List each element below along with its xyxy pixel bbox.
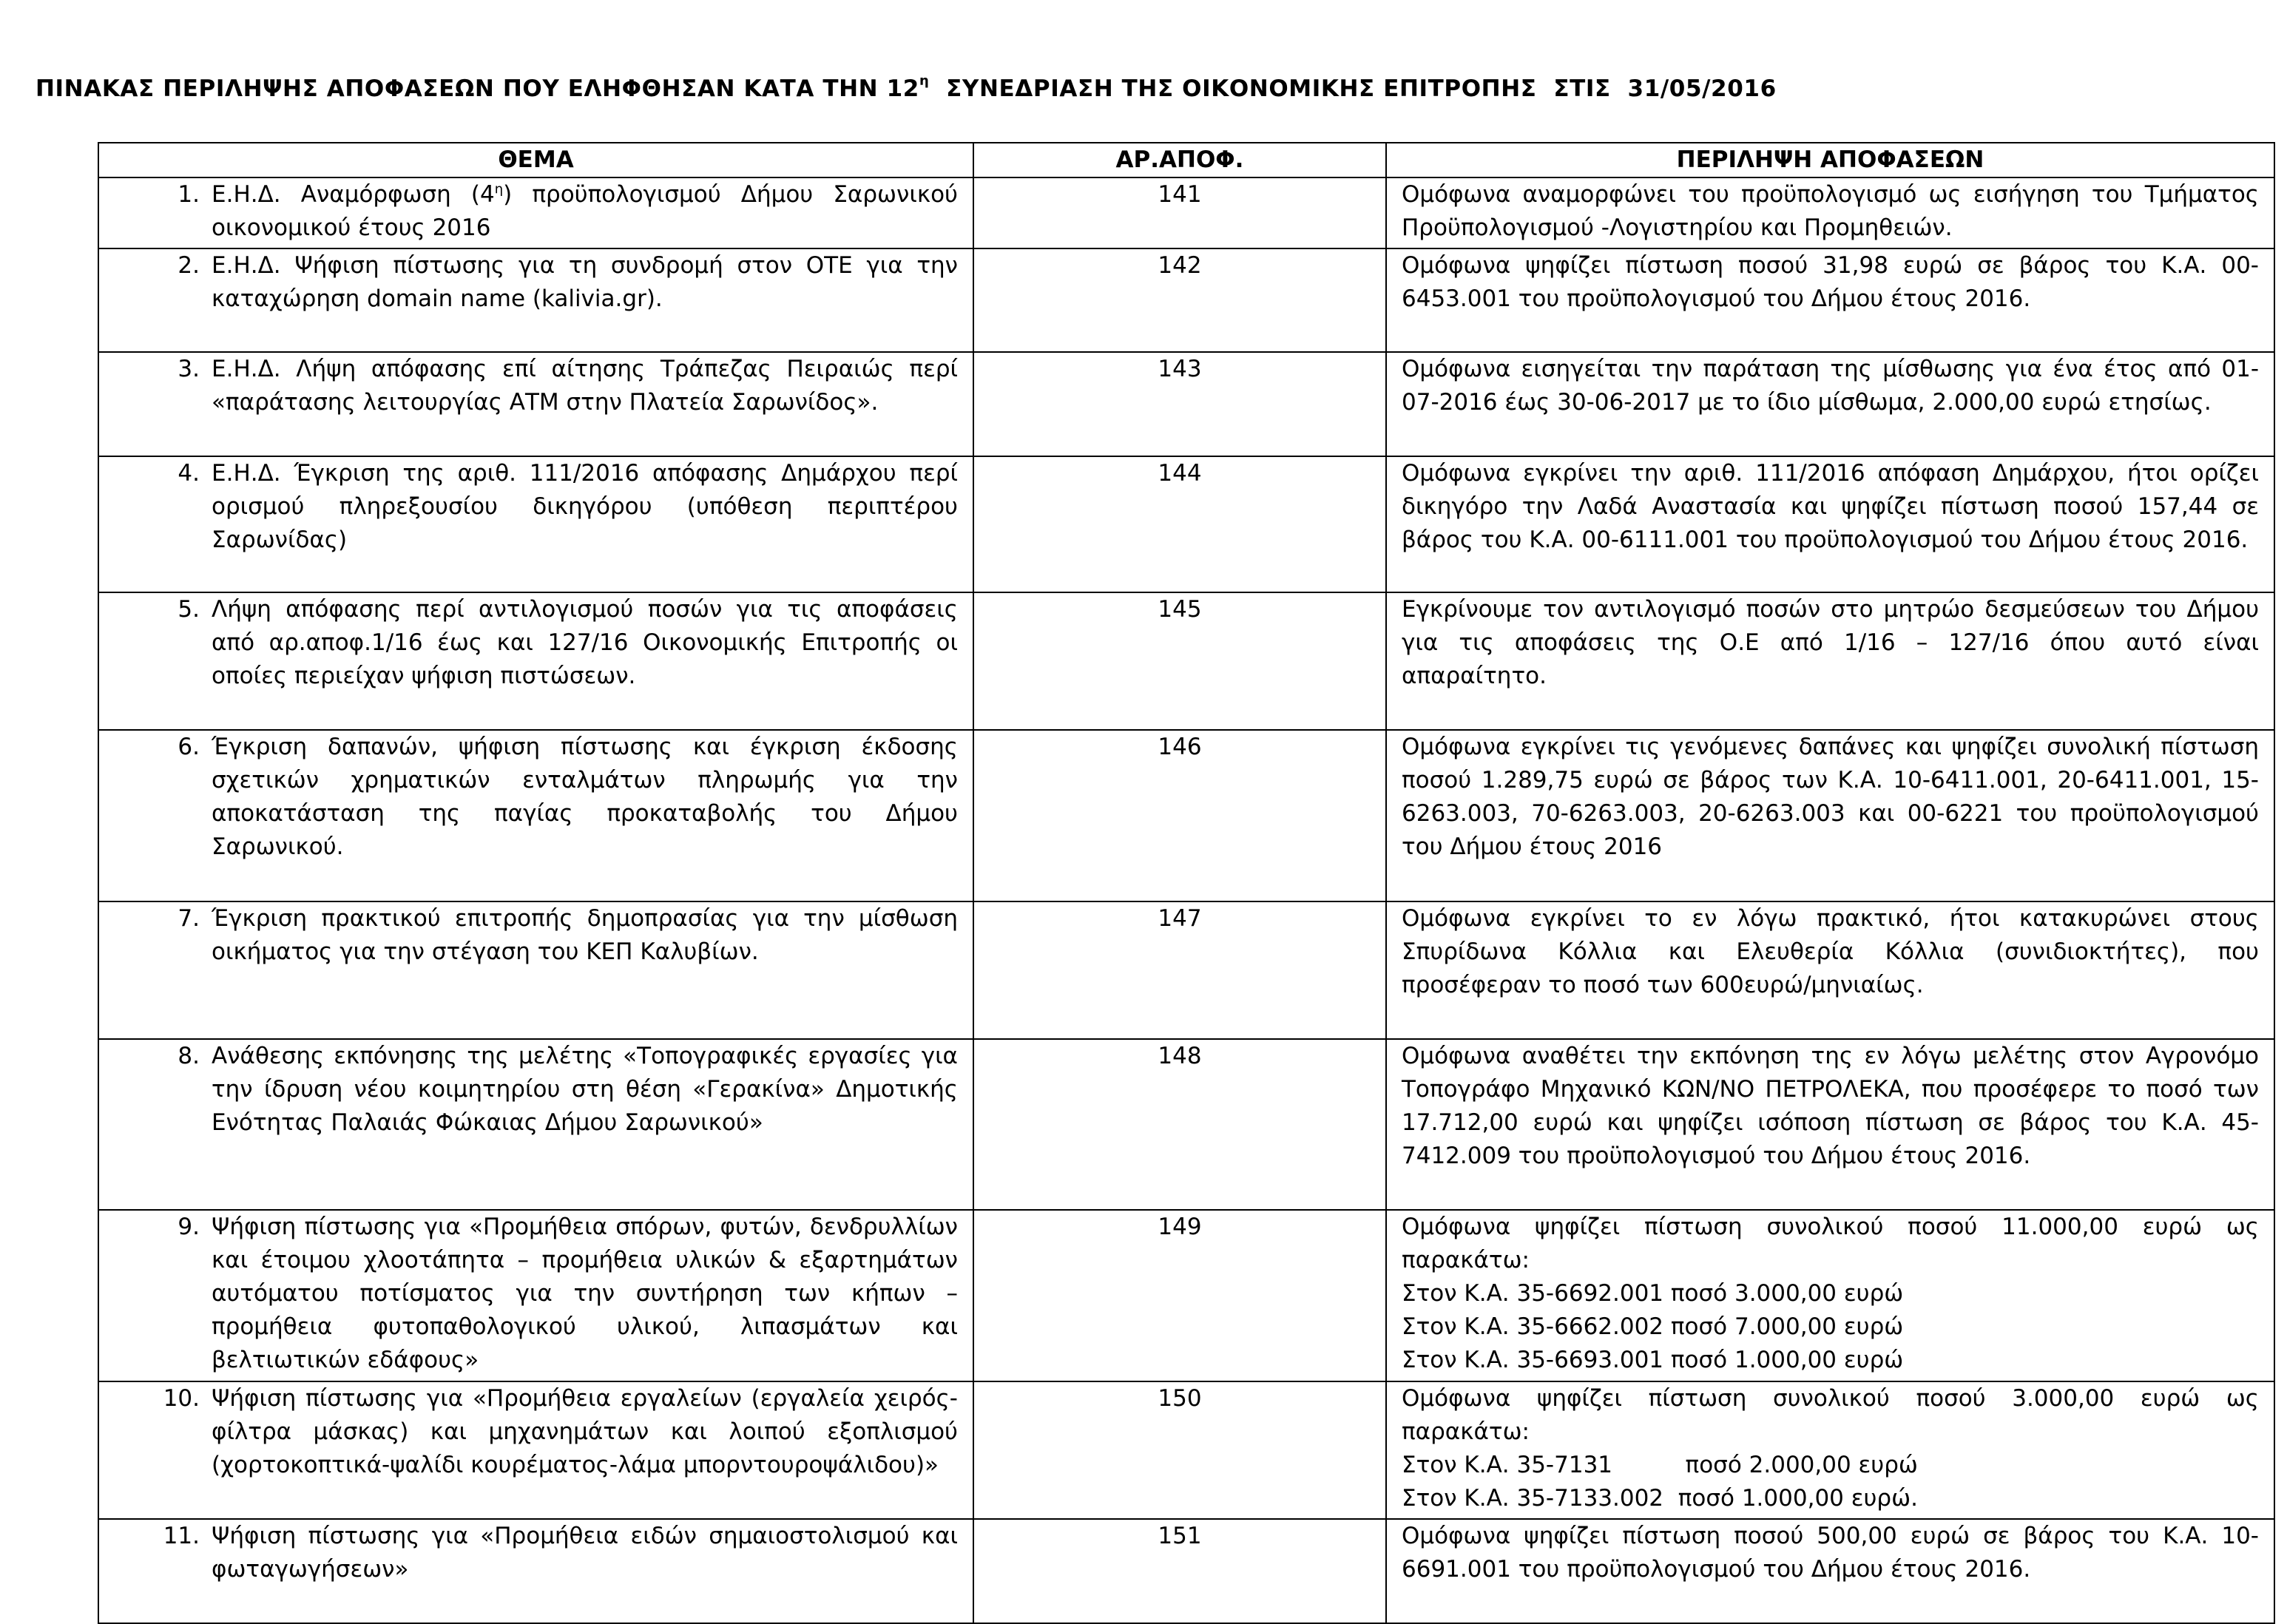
item-subject: Ψήφιση πίστωσης για «Προμήθεια σπόρων, φυτών, δενδρυλλίων και έτοιμου χλοοτάπητα – προμήθεια υλικών & εξαρτημάτων αυτόματου ποτίσματος για την συντήρηση των κήπων – προμήθεια φυτοπαθολογικού υλικού, λιπασμάτων και βελτιωτικών εδάφους» [212, 1214, 958, 1373]
item-subject-text-end: ) προϋπολογισμού Δήμου Σαρωνικού οικονομικού έτους 2016 [212, 181, 958, 241]
table-row [98, 730, 2274, 901]
item-number: 4. [178, 460, 200, 487]
decision-number: 145 [973, 592, 1386, 730]
header-subject: ΘΕΜΑ [98, 143, 973, 177]
item-number: 8. [178, 1043, 200, 1069]
table-row [98, 1519, 2274, 1623]
item-number: 3. [178, 356, 200, 382]
decision-summary: Ομόφωνα εγκρίνει τις γενόμενες δαπάνες και ψηφίζει συνολική πίστωση ποσού 1.289,75 ευρώ σε βάρος των Κ.Α. 10-6411.001, 20-6411.001, 15-6263.003, 70-6263.003, 20-6263.003 και 00-6221 του προϋπολογισμού του Δήμου έτους 2016 [1386, 730, 2274, 901]
item-subject: Έγκριση δαπανών, ψήφιση πίστωσης και έγκριση έκδοσης σχετικών χρηματικών ενταλμάτων πληρωμής για την αποκατάσταση της παγίας προκαταβολής του Δήμου Σαρωνικού. [212, 734, 958, 860]
page-title-text-end: ΣΥΝΕΔΡΙΑΣΗ ΤΗΣ ΟΙΚΟΝΟΜΙΚΗΣ ΕΠΙΤΡΟΠΗΣ ΣΤΙΣ 31/05/2016 [929, 75, 1777, 102]
decision-summary: Ομόφωνα αναμορφώνει του προϋπολογισμό ως εισήγηση του Τμήματος Προϋπολογισμού -Λογιστηρίου και Προμηθειών. [1386, 177, 2274, 248]
decisions-table [98, 142, 2275, 1624]
table-row [98, 456, 2274, 592]
page-title-text: ΠΙΝΑΚΑΣ ΠΕΡΙΛΗΨΗΣ ΑΠΟΦΑΣΕΩΝ ΠΟΥ ΕΛΗΦΘΗΣΑΝ ΚΑΤΑ ΤΗΝ 12 [36, 75, 919, 102]
decision-number: 151 [973, 1519, 1386, 1623]
item-number: 1. [178, 181, 200, 208]
summary-line: Στον Κ.Α. 35-7133.002 ποσό 1.000,00 ευρώ. [1402, 1485, 1918, 1512]
decision-summary: Ομόφωνα ψηφίζει πίστωση ποσού 500,00 ευρώ σε βάρος του Κ.Α. 10-6691.001 του προϋπολογισμού του Δήμου έτους 2016. [1386, 1519, 2274, 1623]
subject-cell [98, 456, 973, 592]
table-row [98, 1381, 2274, 1519]
item-subject: Ψήφιση πίστωσης για «Προμήθεια ειδών σημαιοστολισμού και φωταγωγήσεων» [212, 1523, 958, 1583]
decision-summary: Ομόφωνα αναθέτει την εκπόνηση της εν λόγω μελέτης στον Αγρονόμο Τοπογράφο Μηχανικό ΚΩΝ/ΝΟ ΠΕΤΡΟΛΕΚΑ, που προσέφερε το ποσό των 17.712,00 ευρώ και ψηφίζει ισόποση πίστωση σε βάρος του Κ.Α. 45-7412.009 του προϋπολογισμού του Δήμου έτους 2016. [1386, 1039, 2274, 1210]
decision-number: 143 [973, 352, 1386, 456]
table-row [98, 248, 2274, 352]
item-number: 7. [178, 905, 200, 932]
table-row [98, 1210, 2274, 1381]
decision-number: 144 [973, 456, 1386, 592]
table-header-row [98, 143, 2274, 177]
subject-cell [98, 248, 973, 352]
table-row [98, 352, 2274, 456]
summary-intro: Ομόφωνα ψηφίζει πίστωση συνολικού ποσού 11.000,00 ευρώ ως παρακάτω: [1402, 1214, 2259, 1273]
subject-cell [98, 1519, 973, 1623]
subject-cell [98, 352, 973, 456]
subject-cell [98, 901, 973, 1039]
subject-cell [98, 1381, 973, 1519]
item-subject [212, 178, 958, 245]
subject-cell [98, 730, 973, 901]
item-subject: Λήψη απόφασης περί αντιλογισμού ποσών για τις αποφάσεις από αρ.αποφ.1/16 έως και 127/16 Οικονομικής Επιτροπής οι οποίες περιείχαν ψήφιση πιστώσεων. [212, 596, 958, 689]
decision-summary: Ομόφωνα εγκρίνει το εν λόγω πρακτικό, ήτοι κατακυρώνει στους Σπυρίδωνα Κόλλια και Ελευθερία Κόλλια (συνιδιοκτήτες), που προσέφεραν το ποσό των 600ευρώ/μηνιαίως. [1386, 901, 2274, 1039]
item-number: 5. [178, 596, 200, 623]
summary-line: Στον Κ.Α. 35-7131 ποσό 2.000,00 ευρώ [1402, 1452, 1918, 1478]
decision-summary [1386, 1381, 2274, 1519]
decision-summary: Ομόφωνα εισηγείται την παράταση της μίσθωσης για ένα έτος από 01-07-2016 έως 30-06-2017 με το ίδιο μίσθωμα, 2.000,00 ευρώ ετησίως. [1386, 352, 2274, 456]
summary-intro: Ομόφωνα ψηφίζει πίστωση συνολικού ποσού 3.000,00 ευρώ ως παρακάτω: [1402, 1385, 2259, 1445]
header-summary: ΠΕΡΙΛΗΨΗ ΑΠΟΦΑΣΕΩΝ [1386, 143, 2274, 177]
summary-line: Στον Κ.Α. 35-6662.002 ποσό 7.000,00 ευρώ [1402, 1313, 1904, 1340]
item-subject: Ε.Η.Δ. Λήψη απόφασης επί αίτησης Τράπεζας Πειραιώς περί «παράτασης λειτουργίας ΑΤΜ στην Πλατεία Σαρωνίδος». [212, 356, 958, 416]
summary-line: Στον Κ.Α. 35-6692.001 ποσό 3.000,00 ευρώ [1402, 1280, 1904, 1307]
subject-cell [98, 1039, 973, 1210]
item-number: 6. [178, 734, 200, 760]
item-number: 11. [163, 1523, 200, 1549]
decision-number: 147 [973, 901, 1386, 1039]
decision-summary: Ομόφωνα εγκρίνει την αριθ. 111/2016 απόφαση Δημάρχου, ήτοι ορίζει δικηγόρο την Λαδά Αναστασία και ψηφίζει πίστωση ποσού 157,44 σε βάρος του Κ.Α. 00-6111.001 του προϋπολογισμού του Δήμου έτους 2016. [1386, 456, 2274, 592]
decision-summary: Εγκρίνουμε τον αντιλογισμό ποσών στο μητρώο δεσμεύσεων του Δήμου για τις αποφάσεις της Ο.Ε από 1/16 – 127/16 όπου αυτό είναι απαραίτητο. [1386, 592, 2274, 730]
subject-cell [98, 177, 973, 248]
decision-summary [1386, 1210, 2274, 1381]
header-decision-number: ΑΡ.ΑΠΟΦ. [973, 143, 1386, 177]
subject-cell [98, 1210, 973, 1381]
item-subject: Ε.Η.Δ. Ψήφιση πίστωσης για τη συνδρομή στον ΟΤΕ για την καταχώρηση domain name (kalivia.gr). [212, 252, 958, 312]
decision-number: 141 [973, 177, 1386, 248]
page-title-superscript: η [919, 72, 930, 89]
decision-number: 148 [973, 1039, 1386, 1210]
item-subject-text: Ε.Η.Δ. Αναμόρφωση (4 [212, 181, 495, 208]
item-subject-superscript: η [494, 181, 504, 197]
item-number: 9. [178, 1214, 200, 1240]
decision-summary: Ομόφωνα ψηφίζει πίστωση ποσού 31,98 ευρώ σε βάρος του Κ.Α. 00-6453.001 του προϋπολογισμού του Δήμου έτους 2016. [1386, 248, 2274, 352]
item-subject: Ψήφιση πίστωσης για «Προμήθεια εργαλείων (εργαλεία χειρός-φίλτρα μάσκας) και μηχανημάτων και λοιπού εξοπλισμού (χορτοκοπτικά-ψαλίδι κουρέματος-λάμα μπορντουροψάλιδου)» [212, 1385, 958, 1478]
page-title [36, 74, 2254, 104]
table-row [98, 901, 2274, 1039]
item-subject: Ε.Η.Δ. Έγκριση της αριθ. 111/2016 απόφασης Δημάρχου περί ορισμού πληρεξουσίου δικηγόρου (υπόθεση περιπτέρου Σαρωνίδας) [212, 460, 958, 553]
table-row [98, 592, 2274, 730]
subject-cell [98, 592, 973, 730]
table-row [98, 1039, 2274, 1210]
item-number: 10. [163, 1385, 200, 1412]
summary-line: Στον Κ.Α. 35-6693.001 ποσό 1.000,00 ευρώ [1402, 1347, 1904, 1373]
item-subject: Έγκριση πρακτικού επιτροπής δημοπρασίας για την μίσθωση οικήματος για την στέγαση του ΚΕΠ Καλυβίων. [212, 905, 958, 965]
decision-number: 149 [973, 1210, 1386, 1381]
item-subject: Ανάθεσης εκπόνησης της μελέτης «Τοπογραφικές εργασίες για την ίδρυση νέου κοιμητηρίου στη θέση «Γερακίνα» Δημοτικής Ενότητας Παλαιάς Φώκαιας Δήμου Σαρωνικού» [212, 1043, 958, 1136]
table-row [98, 177, 2274, 248]
decision-number: 142 [973, 248, 1386, 352]
decision-number: 146 [973, 730, 1386, 901]
item-number: 2. [178, 252, 200, 279]
decision-number: 150 [973, 1381, 1386, 1519]
